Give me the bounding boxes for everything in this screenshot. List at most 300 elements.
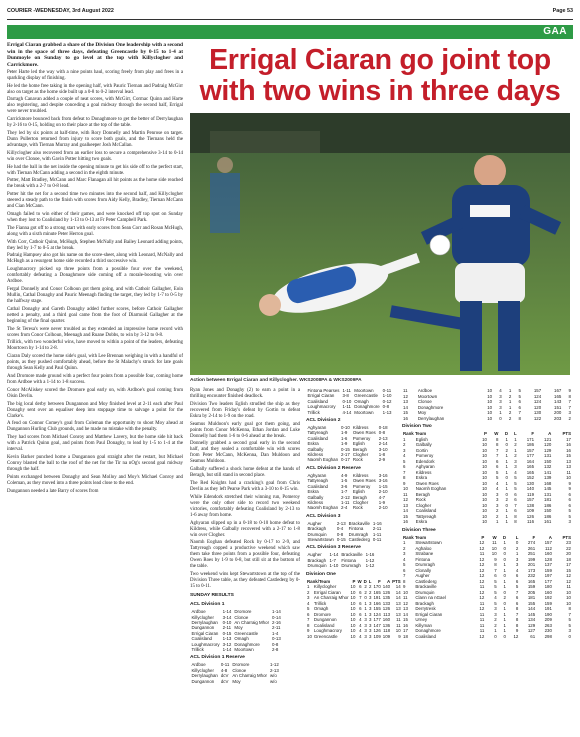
league-cell: Clonally [415, 567, 432, 573]
league-cell: Moy [417, 410, 427, 415]
league-cell: Edendork [415, 458, 435, 464]
league-cell: 6 [494, 573, 497, 578]
league-cell: 1 [505, 458, 508, 464]
league-cell: 11 [396, 622, 401, 628]
results-table [190, 609, 282, 652]
league-row [306, 628, 402, 634]
league-cell: Killyman [415, 622, 432, 628]
league-cell: 5 [514, 486, 517, 491]
league-cell: 5 [307, 606, 310, 612]
league-header-cell: PTS [392, 578, 401, 584]
league-cell: 2 [494, 622, 497, 628]
league-cell: Gortin [415, 447, 428, 453]
result-cell: 2-13 [378, 435, 388, 441]
league-row [402, 416, 572, 422]
league-cell: 11 [479, 584, 485, 589]
result-cell: Coalisland [307, 435, 329, 441]
league-row [306, 634, 402, 640]
league-cell: 6 [403, 567, 406, 573]
league-cell: 2 [495, 508, 499, 513]
article-paragraph: They led by six points at half-time, with Rory Donnelly and Martin Penrose on target. Dunn Pullerton returned from injury to score both goals, and the Tiernans held the advantage, with Tiernan Murray and goalkeeper Josh McCallan. [7, 130, 183, 148]
league-cell: Brackaville [415, 584, 437, 589]
results-subheading: ACL Division 2 [306, 418, 341, 424]
league-cell: 10 [482, 469, 487, 475]
league-cell: 200 [554, 410, 562, 415]
league-cell: 197 [544, 573, 552, 578]
league-cell: 9 [568, 388, 571, 393]
league-cell: 132 [544, 464, 552, 469]
league-cell: Greencastle [313, 633, 338, 639]
result-cell: 2-8 [272, 647, 279, 653]
league-cell: 0 [515, 540, 519, 545]
article-paragraph: Fergal Donnelly and Conor Colhoun got them going, and with Cathoir Gallagher, Eoin Mullin, Cathal Donaghy and Pauric Meenagh finding the target, they led by 1-7 to 0-5 by the halfway stage. [7, 286, 183, 304]
ball-icon [430, 235, 450, 255]
result-cell: An Charraig Mhor [232, 673, 267, 679]
article-paragraph: He had the ball in the net inside the opening minute to get his side off to the perfect start, with Tiernan McCann adding a second in the eighth minute. [7, 164, 183, 176]
result-cell: 0-15 [222, 630, 232, 636]
league-cell: 126 [373, 628, 381, 634]
league-cell: 0 [364, 595, 367, 601]
result-cell: Stewartstown [307, 536, 334, 542]
league-cell: 14 [395, 584, 401, 590]
league-cell: 16 [566, 447, 571, 453]
league-cell: 15 [403, 617, 408, 622]
league-cell: 274 [527, 540, 536, 545]
league-cell: 1 [403, 540, 406, 545]
league-row [306, 595, 402, 601]
league-tables-column [402, 388, 572, 734]
league-cell: Dungannon [313, 617, 337, 623]
league-cell: 14 [403, 508, 408, 513]
league-header-cell: F [532, 534, 536, 540]
league-cell: 10 [482, 458, 487, 464]
league-cell: 6 [359, 584, 362, 590]
league-cell: 12 [479, 562, 485, 567]
league-cell: 3 [369, 622, 372, 628]
league-cell: 122 [533, 415, 542, 421]
league-cell: 9 [403, 584, 406, 589]
league-cell: Augher [415, 573, 430, 578]
league-cell: 261 [527, 545, 536, 551]
league-cell: 160 [544, 551, 552, 556]
result-cell: Galbally [307, 446, 324, 452]
result-row [306, 457, 389, 462]
league-cell: 14 [403, 611, 408, 617]
results-subheading: ACL Division 3 [306, 513, 341, 519]
league-cell: 11 [403, 595, 408, 600]
league-cell: Urney [415, 617, 428, 622]
league-cell: 4 [515, 567, 519, 573]
league-cell: 177 [526, 453, 535, 458]
league-cell: 131 [544, 491, 552, 497]
result-cell: 0-13 [272, 636, 281, 642]
league-cell: Drumragh [415, 562, 435, 567]
league-cell: Fintona [415, 556, 431, 562]
league-cell: 10 [482, 447, 487, 453]
league-cell: 16 [403, 415, 408, 421]
league-cell: 3 [364, 633, 367, 639]
article-column-1 [7, 42, 183, 732]
article-paragraph: Naomh Eoghan defeated Rock by 0-17 to 2-9, and Tattyreagh copped a productive weekend which saw them take three points from a possible four, defeating Owen Roes by 1-9 to 0-8, but still sit at the bottom of the table. [190, 540, 300, 570]
result-cell: Beragh [352, 494, 367, 500]
league-cell: 2 [505, 497, 508, 502]
league-cell: 1 [514, 447, 517, 453]
result-cell: 3-8 [342, 393, 349, 399]
league-cell: 203 [554, 415, 562, 421]
league-cell: 15 [566, 567, 571, 573]
league-cell: 1 [403, 436, 406, 442]
result-cell: 0-8 [272, 641, 279, 647]
league-cell: 1 [505, 513, 508, 519]
league-cell: Moortown [417, 393, 438, 399]
league-cell: Clogher [415, 502, 432, 508]
league-cell: 1 [505, 486, 508, 491]
league-cell: 120 [533, 404, 542, 410]
league-cell: 140 [526, 486, 535, 491]
league-cell: 3 [307, 595, 310, 601]
league-cell: 2 [495, 513, 499, 519]
league-cell: 8 [403, 578, 406, 584]
article-paragraph: Kevin Barker punched home a Dungannon goal straight after the restart, but Michael Conroy blasted the ball to the roof of the net for the Tir na nOg's second goal midway through the half. [7, 454, 183, 472]
result-cell: Naomh Eoghan [307, 505, 339, 511]
league-cell: Clann na nGael [415, 595, 446, 600]
league-cell: 10 [482, 497, 487, 502]
league-cell: 9 [403, 480, 406, 486]
league-cell: 0 [568, 633, 571, 639]
result-cell: Clogher [352, 452, 369, 458]
league-cell: 10 [566, 595, 571, 600]
league-cell: 2 [403, 442, 406, 447]
result-cell: Castlederg [348, 536, 370, 542]
league-cell: 12 [479, 540, 485, 545]
league-cell: Strabane [415, 551, 434, 556]
league-cell: 6 [568, 502, 571, 508]
league-cell: 6 [359, 611, 362, 617]
league-cell: 5 [568, 622, 571, 628]
result-row [306, 505, 389, 510]
results-table [306, 388, 393, 415]
league-cell: 10 [350, 611, 356, 617]
league-cell: 10 [482, 475, 487, 480]
result-cell: Kildress [352, 425, 369, 431]
league-cell: 7 [568, 404, 571, 410]
result-cell: Donaghmore [234, 641, 260, 647]
league-cell: 3 [499, 404, 502, 410]
league-cell: 4 [307, 600, 310, 606]
league-cell: 13 [395, 606, 401, 612]
league-cell: 3 [369, 606, 372, 612]
result-cell: Owen Roes [352, 478, 376, 484]
league-cell: Trillick [313, 600, 327, 606]
article-paragraph: The St Teresa's were never troubled as they extended an impressive home record with scores from Conor Colhoun, Meenagh and Ruane Dobbs, to win by 3-12 to 0-8. [7, 326, 183, 338]
league-cell: 7 [494, 567, 497, 573]
league-cell: 159 [544, 600, 552, 606]
league-cell: 126 [382, 606, 391, 612]
league-cell: 10 [403, 486, 408, 491]
league-cell: 3 [568, 410, 571, 415]
result-cell: 1-16 [372, 520, 382, 526]
league-cell: 6 [568, 497, 571, 502]
league-cell: 5 [568, 617, 571, 622]
league-cell: Donaghmore [415, 628, 441, 633]
league-header-cell: D [363, 578, 367, 584]
league-cell: 157 [526, 497, 535, 502]
result-cell: 4-14 [342, 409, 352, 415]
article-paragraph: Dungannon needed a late Barry of scores from [7, 488, 99, 494]
league-cell: 1 [503, 540, 506, 545]
league-cell: 116 [527, 519, 535, 524]
league-cell: 144 [527, 606, 536, 611]
league-cell: 151 [554, 404, 562, 410]
league-cell: 6 [495, 464, 499, 469]
league-cell: 3 [499, 393, 502, 399]
league-cell: 109 [526, 508, 535, 513]
article-paragraph: Potter, Matt Bradley, McCann and Marc Flanagan all hit points as the home side reached the break with a 2-7 to 0-8 lead. [7, 178, 183, 190]
league-cell: 167 [554, 388, 562, 393]
league-cell: 2 [508, 415, 512, 421]
league-cell: Eskra [415, 519, 428, 524]
league-cell: 10 [482, 453, 487, 458]
league-cell: 12 [479, 573, 485, 578]
league-cell: 9 [515, 628, 519, 633]
league-cell: 5 [403, 562, 406, 567]
league-cell: Loughmacrory [313, 628, 342, 634]
result-cell: Trillick [307, 409, 320, 415]
league-cell: 192 [544, 595, 552, 600]
result-row [306, 410, 393, 415]
league-row [402, 634, 572, 640]
result-cell: 1-14 [329, 552, 339, 558]
masthead-rule [7, 19, 573, 20]
league-cell: 138 [526, 502, 535, 508]
result-cell: Derrylaughan [191, 619, 218, 625]
league-cell: 7 [514, 502, 517, 508]
league-cell: 16 [566, 442, 571, 447]
league-cell: 127 [527, 628, 536, 633]
league-cell: 157 [526, 447, 535, 453]
result-cell: 1-12 [269, 662, 279, 668]
result-cell: Naomh Eoghan [307, 457, 339, 463]
result-cell: 1-15 [378, 483, 388, 489]
league-cell: 165 [373, 589, 381, 595]
result-cell: 2-13 [336, 520, 346, 526]
league-cell: 16 [403, 519, 408, 524]
league-cell: 1 [503, 611, 506, 617]
league-cell: 205 [527, 589, 536, 595]
result-cell: Donaghmore [354, 404, 380, 410]
league-cell: 14 [395, 589, 401, 595]
league-cell: 20 [566, 551, 571, 556]
results-subheading: ACL Division 1 [190, 602, 225, 608]
league-cell: Errigal Ciaran [313, 589, 341, 595]
result-cell: Aghyaran [307, 472, 327, 478]
league-cell: 155 [373, 606, 381, 612]
league-cell: 12 [479, 578, 485, 584]
league-cell: 7 [359, 595, 362, 601]
result-cell: Greencastle [354, 393, 378, 399]
league-cell: 10 [566, 600, 571, 606]
result-cell: 0-8 [336, 531, 344, 537]
league-cell: 1 [503, 584, 506, 589]
league-cell: 7 [307, 617, 310, 623]
result-cell: w/o [269, 673, 277, 679]
league-cell: 9 [568, 480, 571, 486]
league-cell: 5 [495, 475, 499, 480]
result-cell: 1-4 [272, 630, 279, 636]
league-cell: 155 [527, 600, 536, 606]
league-cell: 130 [533, 410, 542, 415]
result-cell: 4-7 [378, 494, 386, 500]
league-cell: 2 [514, 453, 517, 458]
league-cell: 230 [544, 628, 552, 633]
league-cell: 191 [544, 606, 552, 611]
league-cell: 9 [398, 633, 401, 639]
league-cell: Coalisland [415, 508, 437, 513]
league-cell: 168 [544, 480, 552, 486]
result-cell: 0-18 [378, 425, 388, 431]
league-cell: 160 [382, 617, 391, 623]
article-paragraph: With Corr, Cathoir Quinn, McHugh, Stephen McNally and Bailey Leonard adding points, they led by 1-7 to 0-5 at the break. [7, 239, 183, 251]
league-cell: 3 [369, 595, 372, 601]
league-cell: 10 [566, 475, 571, 480]
league-cell: 13 [566, 458, 571, 464]
league-cell: 6 [514, 491, 517, 497]
league-cell: 118 [383, 628, 391, 634]
result-cell: Fintona [341, 557, 356, 563]
league-cell: 199 [527, 556, 536, 562]
league-cell: 130 [526, 480, 535, 486]
result-cell: 0-17 [341, 457, 350, 463]
league-cell: 141 [544, 469, 552, 475]
league-cell: 5 [518, 388, 521, 393]
article-paragraph: While Edendork stretched their winning run, Pomeroy were the only other side to record two weekend victories, comfortably defeating Coalisland by 2-13 to 1-6 away from home. [190, 494, 300, 518]
league-cell: 7 [403, 469, 406, 475]
result-cell: 1-9 [341, 430, 348, 436]
league-cell: 8 [515, 617, 519, 622]
league-cell: 14 [403, 404, 408, 410]
league-cell: 165 [526, 464, 535, 469]
result-cell: Trillick [191, 647, 204, 653]
league-cell: 1 [505, 464, 508, 469]
result-cell: Greencastle [234, 630, 259, 636]
league-cell: Clonoe [417, 399, 432, 404]
result-cell: 3-16 [378, 472, 388, 478]
masthead-date: COURIER -WEDNESDAY, 3rd August 2022 [7, 8, 114, 14]
league-cell: 6 [514, 497, 517, 502]
league-cell: 5 [518, 393, 521, 399]
result-cell: Killyclogher [191, 667, 214, 673]
result-cell: Eskra [307, 489, 319, 495]
league-cell: 1 [505, 508, 508, 513]
result-cell: 0-14 [272, 614, 281, 620]
article-column-2 [190, 388, 300, 734]
league-cell: 3 [568, 628, 571, 633]
league-cell: 7 [568, 399, 571, 404]
league-cell: 160 [544, 589, 552, 595]
results-subheading: ACL Division 3 Reserve [306, 545, 361, 551]
league-cell: 3 [364, 622, 367, 628]
league-cell: An Charraig Mhor [313, 595, 349, 601]
league-cell: 6 [515, 600, 519, 606]
league-cell: 120 [544, 442, 552, 447]
league-header-cell: A [548, 534, 552, 540]
article-paragraph: Peter Harte led the way with a nine points haul, scoring freely from play and frees in a sparkling display of finishing. [7, 69, 183, 81]
result-cell: Fintona [348, 526, 364, 532]
league-cell: 10 [350, 595, 356, 601]
league-cell: 1 [505, 469, 508, 475]
result-cell: Kildress [307, 452, 324, 458]
results-heading: SUNDAY RESULTS [190, 593, 234, 599]
league-cell: 11 [479, 600, 485, 606]
league-cell: 186 [526, 442, 535, 447]
league-cell: 6 [515, 578, 519, 584]
league-cell: 165 [527, 578, 536, 584]
result-row [190, 647, 282, 652]
league-cell: 6 [518, 399, 521, 404]
league-cell: Pomeroy [415, 453, 434, 458]
league-cell: 7 [515, 611, 519, 617]
league-cell: 6 [359, 606, 362, 612]
league-cell: 6 [307, 611, 310, 617]
league-cell: 5 [403, 458, 406, 464]
league-cell: 3 [514, 464, 517, 469]
result-cell: 0-15 [341, 446, 350, 452]
results-table [190, 662, 280, 684]
league-cell: 10 [487, 404, 493, 410]
league-cell: 139 [544, 475, 552, 480]
league-cell: 7 [495, 453, 499, 458]
league-row [402, 519, 572, 525]
league-cell: 3 [364, 628, 367, 634]
league-cell: 2 [307, 589, 310, 595]
league-cell: 157 [533, 388, 542, 393]
result-cell: 1-12 [365, 563, 375, 569]
league-cell: Dromore [313, 611, 331, 617]
result-cell: Coalisland [191, 636, 213, 642]
result-cell: Omagh [234, 636, 249, 642]
result-cell: 1-14 [222, 647, 232, 653]
league-cell: 10 [487, 393, 493, 399]
result-cell: Eskra [307, 441, 319, 447]
result-cell: 3-14 [222, 614, 232, 620]
result-cell: 2-11 [372, 526, 382, 532]
league-cell: 1 [505, 480, 508, 486]
league-header-cell: Rank/Team [307, 578, 331, 584]
league-cell: 10 [307, 633, 312, 639]
league-cell: 126 [382, 589, 391, 595]
result-cell: Owen Roes [352, 430, 376, 436]
league-cell: 159 [544, 567, 552, 573]
league-cell: 140 [382, 584, 391, 590]
league-cell: 12 [479, 606, 485, 611]
league-cell: 159 [527, 584, 536, 589]
league-cell: 2 [369, 589, 372, 595]
result-cell: 0-12 [382, 398, 392, 404]
league-cell: 11 [403, 491, 408, 497]
result-cell: 1-7 [341, 489, 348, 495]
result-cell: Moortown [354, 388, 374, 393]
league-cell: 1 [508, 388, 512, 393]
league-cell: 2 [515, 545, 519, 551]
league-cell: 10 [350, 628, 356, 634]
result-cell: Clogher [352, 499, 369, 505]
result-cell: 2-11 [272, 625, 281, 631]
league-cell: 2 [508, 393, 512, 399]
league-cell: 10 [350, 584, 356, 590]
league-cell: 1 [508, 404, 512, 410]
result-cell: dcV [220, 673, 229, 679]
match-photo [190, 113, 570, 375]
